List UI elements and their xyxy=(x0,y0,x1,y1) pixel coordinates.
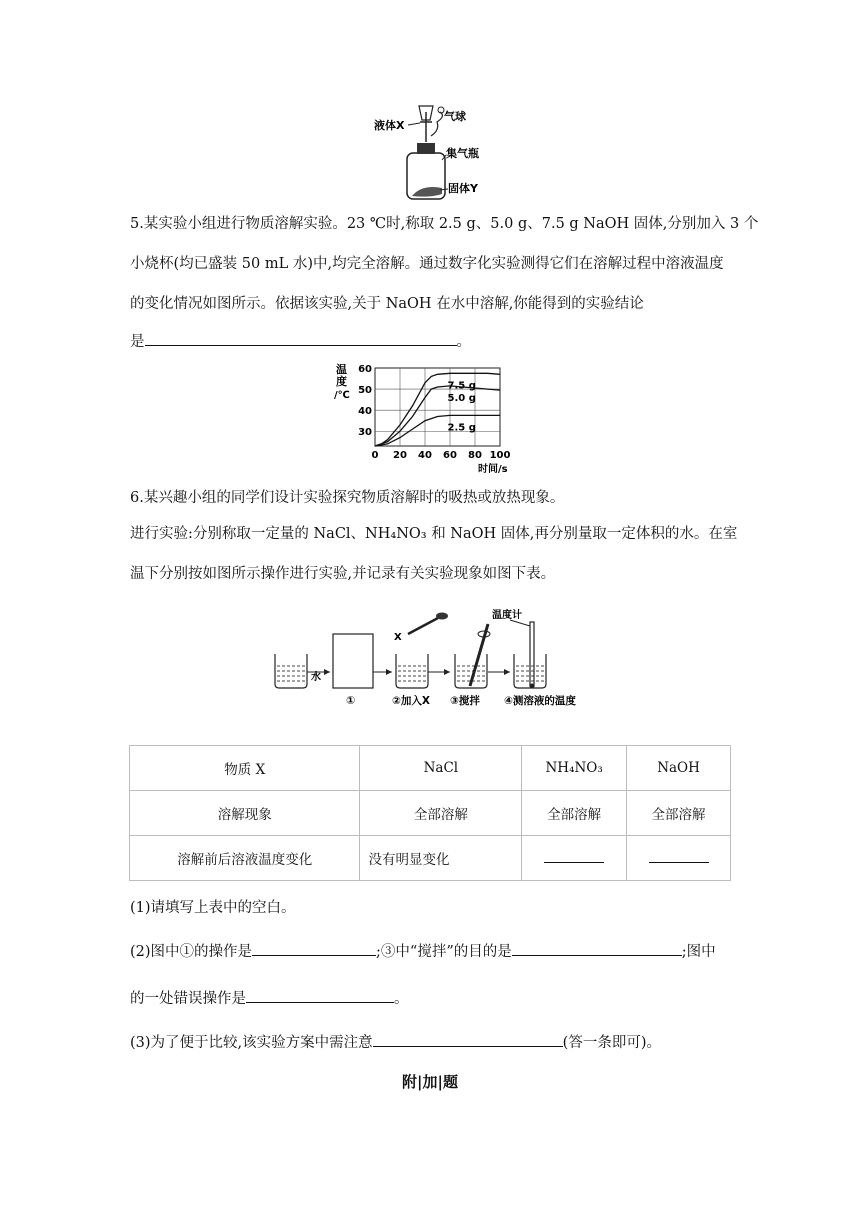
y-axis-label-3: /℃ xyxy=(334,390,350,401)
sub-q2-part-c: ;图中 xyxy=(681,944,716,960)
y-axis-label-1: 温 xyxy=(336,363,347,376)
answer-blank-step1[interactable] xyxy=(252,941,376,956)
y-axis-label-2: 度 xyxy=(336,375,347,388)
q5-line1: 5.某实验小组进行物质溶解实验。23 ℃时,称取 2.5 g、5.0 g、7.5 g NaOH 固体,分别加入 3 个 xyxy=(130,216,759,232)
q5-line4-suffix: 。 xyxy=(456,334,471,350)
sub-q3-part-a: (3)为了便于比较,该实验方案中需注意 xyxy=(130,1035,373,1051)
temperature-time-chart xyxy=(330,360,530,476)
water-label: 水 xyxy=(311,672,321,683)
step1-label: ① xyxy=(346,694,356,707)
table-cell: NaOH xyxy=(627,746,731,791)
x-reagent-label: X xyxy=(394,632,402,643)
table-cell: 溶解前后溶液温度变化 xyxy=(130,836,360,881)
answer-blank[interactable] xyxy=(544,850,604,863)
q5-answer-blank[interactable] xyxy=(145,331,457,346)
table-cell: 没有明显变化 xyxy=(360,836,522,881)
series-line-1 xyxy=(375,373,500,446)
step2-label: ②加入X xyxy=(392,695,430,707)
sub-q2-line2 xyxy=(130,988,730,1009)
x-axis-label: 时间/s xyxy=(478,464,508,475)
nh4no3-answer-cell[interactable] xyxy=(522,836,627,881)
q6-line3: 温下分别按如图所示操作进行实验,并记录有关实验现象如图下表。 xyxy=(130,566,556,582)
sub-q2-part-a: (2)图中①的操作是 xyxy=(130,944,253,960)
y-tick-label: 60 xyxy=(358,364,372,375)
table-cell: 溶解现象 xyxy=(130,791,360,836)
table-cell: NH₄NO₃ xyxy=(522,746,627,791)
q6-line1: 6.某兴趣小组的同学们设计实验探究物质溶解时的吸热或放热现象。 xyxy=(130,490,565,506)
answer-blank-stir-purpose[interactable] xyxy=(512,941,682,956)
y-tick-label: 30 xyxy=(358,427,372,439)
q6-line2: 进行实验:分别称取一定量的 NaCl、NH₄NO₃ 和 NaOH 固体,再分别量取一定体积的水。在室 xyxy=(130,526,738,542)
answer-blank-note[interactable] xyxy=(373,1032,563,1047)
table-cell: 全部溶解 xyxy=(627,791,731,836)
x-tick-label: 60 xyxy=(443,450,457,461)
table-cell: 物质 X xyxy=(130,746,360,791)
answer-blank-error[interactable] xyxy=(246,988,394,1003)
sub-q2-line1 xyxy=(130,941,730,962)
solid-y-label: 固体Y xyxy=(448,182,478,195)
q5-line2: 小烧杯(均已盛装 50 mL 水)中,均完全溶解。通过数字化实验测得它们在溶解过程中溶液温度 xyxy=(130,256,724,272)
beaker-step2 xyxy=(396,654,428,688)
sub-q3 xyxy=(130,1032,730,1053)
answer-blank[interactable] xyxy=(649,850,709,863)
q5-line4-prefix: 是 xyxy=(130,334,145,350)
liquid-x-label: 液体X xyxy=(374,119,405,132)
table-cell: NaCl xyxy=(360,746,522,791)
x-tick-label: 80 xyxy=(468,450,482,461)
table-row xyxy=(130,791,731,836)
naoh-answer-cell[interactable] xyxy=(627,836,731,881)
series-label-3: 2.5 g xyxy=(447,422,476,434)
gas-bottle-apparatus-figure xyxy=(360,100,500,205)
q5-line3: 的变化情况如图所示。依据该实验,关于 NaOH 在水中溶解,你能得到的实验结论 xyxy=(130,296,644,312)
y-tick-label: 50 xyxy=(358,385,372,397)
beaker-step4 xyxy=(514,622,546,689)
x-tick-label: 40 xyxy=(418,450,432,461)
step3-label: ③搅拌 xyxy=(450,695,480,707)
balloon-label: 气球 xyxy=(444,110,466,123)
series-line-3 xyxy=(375,415,500,446)
y-tick-label: 40 xyxy=(358,406,372,418)
sub-q3-part-b: (答一条即可)。 xyxy=(562,1035,661,1051)
table-row xyxy=(130,836,731,881)
x-tick-label: 0 xyxy=(371,450,379,461)
step1-box xyxy=(333,634,373,688)
x-tick-label: 100 xyxy=(489,450,511,461)
sub-q1: (1)请填写上表中的空白。 xyxy=(130,900,296,916)
results-table xyxy=(129,745,731,881)
beaker-step3 xyxy=(455,624,490,688)
plot-frame xyxy=(375,368,500,446)
series-label-2: 5.0 g xyxy=(447,392,476,404)
sub-q2-part-d: 的一处错误操作是 xyxy=(130,991,246,1007)
gas-bottle-label: 集气瓶 xyxy=(446,147,479,160)
table-row xyxy=(130,746,731,791)
q5-line4 xyxy=(130,331,730,352)
thermometer-label: 温度计 xyxy=(492,610,522,621)
beaker-water xyxy=(275,654,307,688)
section-title: 附|加|题 xyxy=(402,1073,458,1091)
sub-q2-part-b: ;③中“搅拌”的目的是 xyxy=(376,944,512,960)
table-cell: 全部溶解 xyxy=(522,791,627,836)
table-cell: 全部溶解 xyxy=(360,791,522,836)
sub-q2-part-e: 。 xyxy=(394,991,409,1007)
procedure-figure xyxy=(270,604,600,708)
step4-label: ④测溶液的温度 xyxy=(504,695,576,707)
series-label-1: 7.5 g xyxy=(447,380,476,392)
x-tick-label: 20 xyxy=(393,450,407,461)
